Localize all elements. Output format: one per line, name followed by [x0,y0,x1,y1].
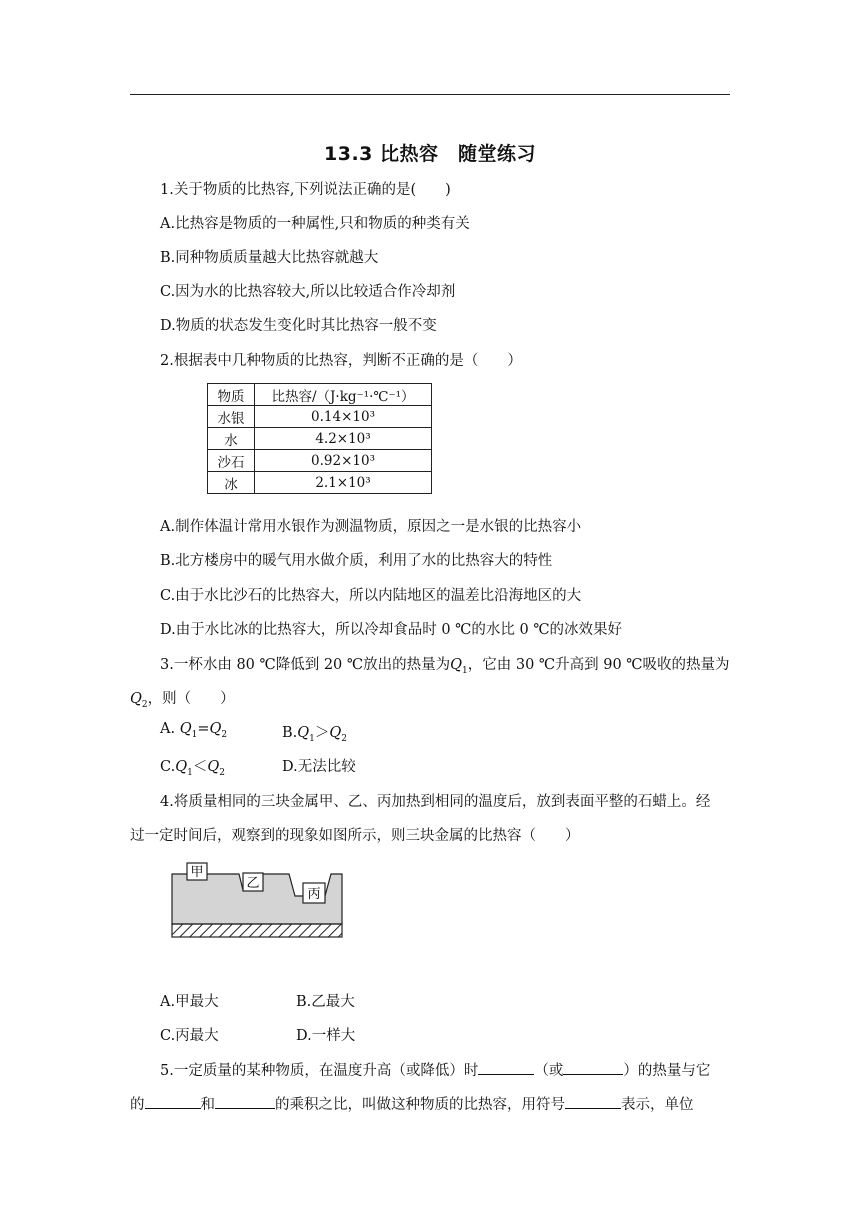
symbol-q: Q [130,691,142,707]
q1-option-b: B.同种物质质量越大比热容就越大 [160,250,379,266]
relation: = [197,721,210,737]
q5-text: 表示，单位 [621,1097,694,1113]
table-row [208,472,432,494]
q5-text: 的乘积之比，叫做这种物质的比热容，用符号 [275,1097,565,1113]
q1-stem: 1.关于物质的比热容,下列说法正确的是( ) [160,182,451,198]
symbol-q: Q [179,721,192,737]
table-header-cell: 比热容/（J·kg⁻¹·℃⁻¹） [255,384,432,406]
answer-blank[interactable] [478,1060,534,1075]
table-cell: 4.2×10³ [255,428,432,450]
answer-blank[interactable] [563,1060,623,1075]
q5-text: （或 [534,1063,564,1079]
q4-option-d: D.一样大 [296,1028,356,1044]
relation: ＜ [192,759,208,775]
q4-option-b: B.乙最大 [296,994,355,1010]
q3-stem-a: 3.一杯水由 80 ℃降低到 20 ℃放出的热量为 [160,657,451,673]
q4-stem-line1: 4.将质量相同的三块金属甲、乙、丙加热到相同的温度后，放到表面平整的石蜡上。经 [160,794,711,810]
q3-stem-line1 [160,653,730,676]
hatched-base [172,924,342,937]
q5-text: 的 [130,1097,145,1113]
table-row [208,428,432,450]
q5-line1 [160,1059,710,1080]
q3-stem-c: ，则（ ） [147,691,235,707]
q1-option-a: A.比热容是物质的一种属性,只和物质的种类有关 [160,216,470,232]
subscript: 2 [141,699,148,710]
table-row [208,406,432,428]
q5-line2 [130,1093,694,1114]
symbol-q: Q [329,725,342,741]
q5-text: 和 [200,1097,215,1113]
table-cell: 0.92×10³ [255,450,432,472]
subscript: 1 [462,665,468,676]
label-bing: 丙 [307,887,321,902]
q2-option-b: B.北方楼房中的暖气用水做介质，利用了水的比热容大的特性 [160,553,553,569]
q5-text: 5.一定质量的某种物质，在温度升高（或降低）时 [160,1063,479,1079]
q3-option-d: D.无法比较 [282,759,356,775]
q4-option-c: C.丙最大 [160,1028,219,1044]
q1-option-d: D.物质的状态发生变化时其比热容一般不变 [160,318,437,334]
symbol-q: Q [209,721,222,737]
q3-stem-b: ，它由 30 ℃升高到 90 ℃吸收的热量为 [467,657,730,673]
table-header-cell: 物质 [208,384,255,406]
q3-option-a [160,721,227,740]
subscript: 1 [187,767,193,778]
q4-option-a: A.甲最大 [160,994,219,1010]
answer-blank[interactable] [565,1094,621,1109]
subscript: 2 [221,729,228,740]
subscript: 2 [219,767,225,778]
subscript: 1 [309,733,315,744]
q2-stem: 2.根据表中几种物质的比热容，判断不正确的是（ ） [160,353,522,369]
q2-option-a: A.制作体温计常用水银作为测温物质，原因之一是水银的比热容小 [160,519,582,535]
paraffin-figure [165,862,345,942]
q4-stem-line2: 过一定时间后，观察到的现象如图所示，则三块金属的比热容（ ） [130,828,580,844]
page-title: 13.3 比热容 随堂练习 [324,143,536,165]
option-letter: B. [282,725,298,741]
table-cell: 0.14×10³ [255,406,432,428]
relation: ＞ [314,725,330,741]
header-rule [130,94,730,95]
table-cell: 冰 [208,472,255,494]
table-header-row [208,384,432,406]
table-row [208,450,432,472]
q3-stem-line2 [130,687,235,710]
symbol-q: Q [207,759,220,775]
table-cell: 水 [208,428,255,450]
option-letter: A. [160,721,176,737]
table-cell: 水银 [208,406,255,428]
q3-option-b [282,721,347,744]
specific-heat-table [207,383,432,494]
q2-option-d: D.由于水比冰的比热容大，所以冷却食品时 0 ℃的水比 0 ℃的冰效果好 [160,622,623,638]
subscript: 1 [191,729,198,740]
symbol-q: Q [175,759,188,775]
q3-option-c [160,755,225,778]
option-letter: C. [160,759,176,775]
label-jia: 甲 [190,865,204,880]
q5-text: ）的热量与它 [623,1063,711,1079]
subscript: 2 [341,733,348,744]
q2-option-c: C.由于水比沙石的比热容大，所以内陆地区的温差比沿海地区的大 [160,588,582,604]
table-cell: 2.1×10³ [255,472,432,494]
symbol-q: Q [450,657,463,673]
answer-blank[interactable] [215,1094,275,1109]
table-cell: 沙石 [208,450,255,472]
symbol-q: Q [297,725,310,741]
q1-option-c: C.因为水的比热容较大,所以比较适合作冷却剂 [160,284,456,300]
answer-blank[interactable] [145,1094,201,1109]
label-yi: 乙 [246,876,260,891]
